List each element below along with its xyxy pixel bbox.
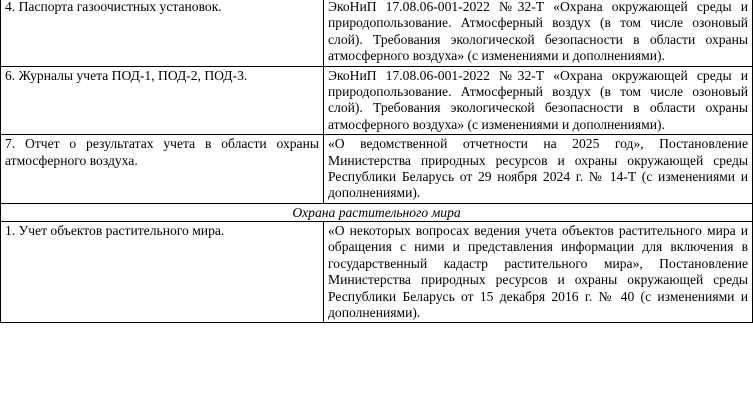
row-reference-cell [324, 221, 753, 322]
row-item-cell [1, 135, 324, 204]
table-row [1, 66, 753, 135]
row-item-cell [1, 66, 324, 135]
row-reference-text: ЭкоНиП 17.08.06-001-2022 №32-Т «Охрана окружающей среды и природопользование. Атмосферный воздух (в том числе озоновый слой). Требования экологической безопасности в области охраны атмосферного воздуха» (с изменениями и дополнениями). [328, 0, 748, 64]
row-item-cell [1, 221, 324, 322]
row-reference-cell [324, 135, 753, 204]
table-row [1, 135, 753, 204]
row-reference-cell [324, 66, 753, 135]
table-row [1, 0, 753, 66]
row-item-text: 7. Отчет о результатах учета в области охраны атмосферного воздуха. [5, 136, 319, 168]
row-item-cell [1, 0, 324, 66]
row-item-text: 4. Паспорта газоочистных установок. [5, 0, 222, 14]
section-heading-row [1, 203, 753, 221]
row-reference-text: «О некоторых вопросах ведения учета объектов растительного мира и обращения с ними и представления информации для включения в государственный кадастр растительного мира», Постановление Министерства природных ресурсов и охраны окружающей среды Республики Беларусь от 15 декабря 2016 г. № 40 (с изменениями и дополнениями). [328, 222, 748, 320]
table-row [1, 221, 753, 322]
row-reference-cell [324, 0, 753, 66]
row-item-text: 6. Журналы учета ПОД-1, ПОД-2, ПОД-3. [5, 67, 248, 83]
row-reference-text: «О ведомственной отчетности на 2025 год», Постановление Министерства природных ресурсов и охраны окружающей среды Республики Беларусь от 29 ноября 2024 г. № 14-Т (с изменениями и дополнениями). [328, 136, 748, 201]
section-heading: Охрана растительного мира [1, 203, 753, 221]
row-item-text: 1. Учет объектов растительного мира. [5, 222, 225, 238]
row-reference-text: ЭкоНиП 17.08.06-001-2022 №32-Т «Охрана окружающей среды и природопользование. Атмосферный воздух (в том числе озоновый слой). Требования экологической безопасности в области охраны атмосферного воздуха» (с изменениями и дополнениями). [328, 67, 748, 132]
